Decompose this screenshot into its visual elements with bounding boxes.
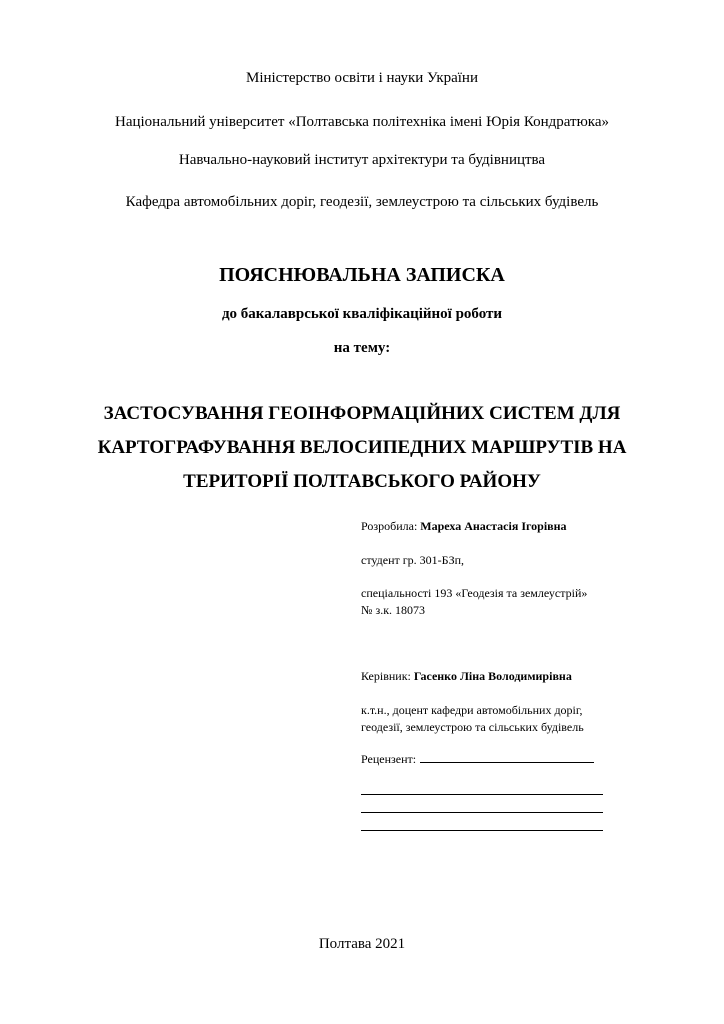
supervisor-name: Гасенко Ліна Володимирівна — [413, 669, 572, 683]
reviewer-blank — [420, 752, 594, 763]
author-group: студент гр. 301-БЗп, — [361, 553, 464, 567]
supervisor-position-1: к.т.н., доцент кафедри автомобільних доріг, — [361, 703, 583, 717]
university-line: Національний університет «Полтавська політехніка імені Юрія Кондратюка» — [114, 114, 609, 130]
supervisor-position-2: геодезії, землеустрою та сільських будівель — [361, 720, 584, 734]
reviewer-label: Рецензент: — [361, 752, 417, 766]
author-name: Мареха Анастасія Ігорівна — [420, 519, 567, 533]
reviewer-line — [361, 751, 681, 767]
author-line — [361, 518, 681, 534]
supervisor-line — [361, 668, 681, 684]
supervisor-label: Керівник: — [361, 669, 411, 683]
reviewer-rule-3 — [361, 830, 603, 831]
topic-line-1: ЗАСТОСУВАННЯ ГЕОІНФОРМАЦІЙНИХ СИСТЕМ ДЛЯ — [103, 403, 621, 424]
topic-label: на тему: — [333, 340, 391, 356]
author-specialty: спеціальності 193 «Геодезія та землеустрій» — [361, 586, 588, 600]
reviewer-rule-1 — [361, 794, 603, 795]
city-year: Полтава 2021 — [318, 936, 406, 952]
institute-line: Навчально-науковий інститут архітектури та будівництва — [178, 152, 546, 168]
reviewer-rule-2 — [361, 812, 603, 813]
author-label: Розробила: — [361, 519, 418, 533]
document-title: ПОЯСНЮВАЛЬНА ЗАПИСКА — [219, 264, 505, 286]
ministry-line: Міністерство освіти і науки України — [245, 70, 478, 86]
department-line: Кафедра автомобільних доріг, геодезії, землеустрою та сільських будівель — [125, 194, 599, 210]
topic-line-3: ТЕРИТОРІЇ ПОЛТАВСЬКОГО РАЙОНУ — [183, 471, 541, 492]
author-record: № з.к. 18073 — [361, 603, 426, 617]
document-subtitle: до бакалаврської кваліфікаційної роботи — [221, 306, 503, 322]
topic-line-2: КАРТОГРАФУВАННЯ ВЕЛОСИПЕДНИХ МАРШРУТІВ НА — [97, 437, 627, 458]
